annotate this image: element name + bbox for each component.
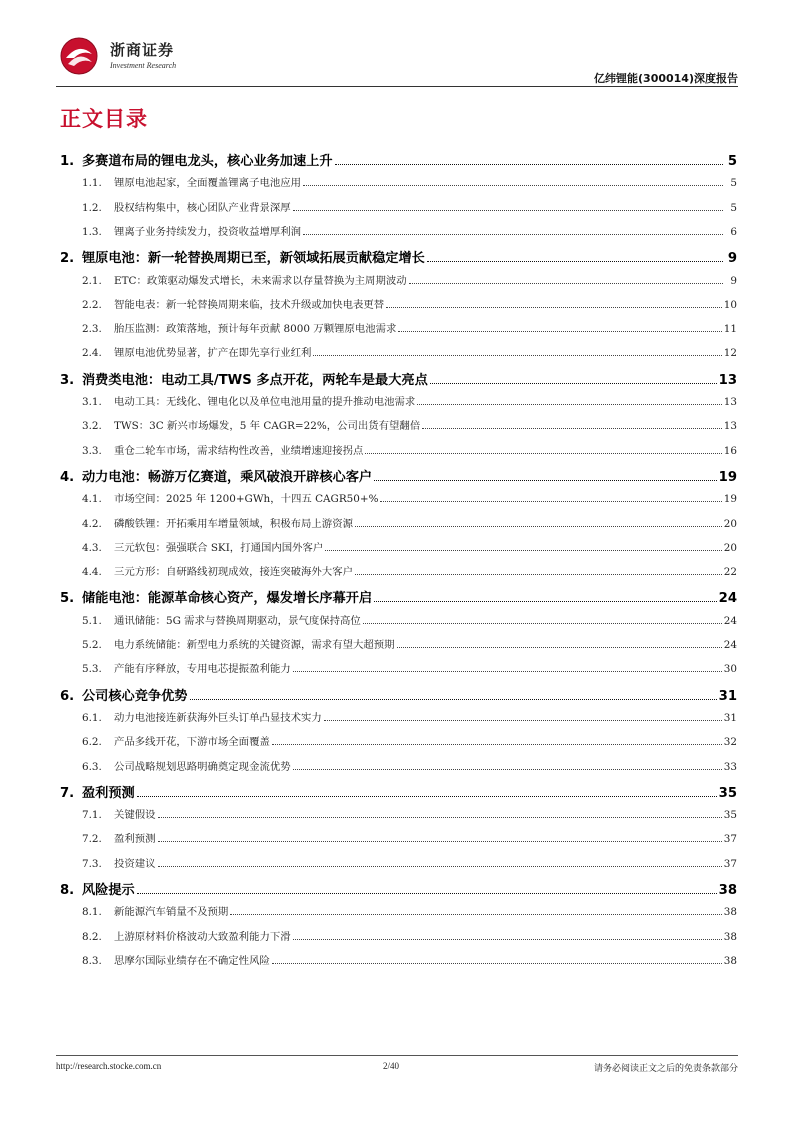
toc-title: 市场空间：2025 年 1200+GWh，十四五 CAGR50+%	[114, 493, 379, 506]
toc-subsection[interactable]	[60, 442, 737, 457]
toc-page-number: 22	[723, 566, 737, 579]
toc-leader-dots	[386, 307, 722, 308]
toc-leader-dots	[293, 210, 723, 211]
page-header	[56, 36, 738, 86]
toc-title: 关键假设	[114, 809, 156, 822]
toc-number: 4.	[60, 469, 75, 485]
toc-number: 4.4.	[82, 566, 102, 579]
toc-title: 产品多线开花，下游市场全面覆盖	[114, 736, 270, 749]
toc-title: 胎压监测：政策落地，预计每年贡献 8000 万颗锂原电池需求	[114, 323, 397, 336]
toc-leader-dots	[365, 453, 721, 454]
company-name-en: Investment Research	[110, 61, 177, 70]
toc-number: 4.3.	[82, 541, 102, 554]
toc-section[interactable]	[60, 685, 737, 704]
toc-page-number: 9	[727, 251, 737, 267]
toc-number: 8.	[60, 883, 75, 898]
toc-title: 股权结构集中，核心团队产业背景深厚	[114, 201, 291, 214]
header-divider	[56, 86, 738, 87]
toc-page-number: 31	[718, 688, 737, 704]
toc-title: 投资建议	[114, 857, 156, 870]
toc-title: 盈利预测	[114, 833, 156, 846]
toc-number: 3.3.	[82, 444, 102, 457]
toc-title: 磷酸铁锂：开拓乘用车增量领域，积极布局上游资源	[114, 517, 353, 530]
toc-subsection[interactable]	[60, 199, 737, 214]
toc-page-number: 37	[723, 833, 737, 846]
toc-title: 动力电池：畅游万亿赛道，乘风破浪开辟核心客户	[82, 469, 373, 485]
toc-number: 6.	[60, 688, 75, 704]
toc-leader-dots	[190, 699, 717, 700]
toc-section[interactable]	[60, 782, 737, 801]
toc-number: 8.3.	[82, 954, 102, 967]
toc-leader-dots	[272, 963, 722, 964]
toc-leader-dots	[324, 720, 722, 721]
toc-title: 产能有序释放，专用电芯提振盈利能力	[114, 663, 291, 676]
toc-page-number: 19	[723, 493, 737, 506]
toc-title: 储能电池：能源革命核心资产，爆发增长序幕开启	[82, 591, 373, 607]
toc-leader-dots	[417, 404, 721, 405]
toc-section[interactable]	[60, 247, 737, 266]
toc-number: 2.	[60, 251, 75, 267]
toc-number: 7.2.	[82, 833, 102, 846]
toc-leader-dots	[158, 817, 722, 818]
footer-divider	[56, 1055, 738, 1056]
toc-leader-dots	[398, 331, 721, 332]
toc-number: 8.1.	[82, 906, 102, 919]
toc-number: 7.	[60, 785, 75, 801]
toc-number: 1.3.	[82, 225, 102, 238]
toc-leader-dots	[355, 526, 722, 527]
toc-page-number: 13	[723, 420, 737, 433]
toc-number: 3.1.	[82, 396, 102, 408]
toc-subsection[interactable]	[60, 830, 737, 845]
toc-number: 2.1.	[82, 274, 102, 287]
toc-number: 7.3.	[82, 857, 102, 870]
toc-subsection[interactable]	[60, 758, 737, 773]
toc-page-number: 13	[723, 396, 737, 408]
toc-page-number: 33	[723, 760, 737, 773]
toc-title: 智能电表：新一轮替换周期来临，技术升级或加快电表更替	[114, 298, 385, 311]
toc-page-number: 24	[723, 614, 737, 627]
toc-number: 1.	[60, 154, 75, 169]
toc-subsection[interactable]	[60, 539, 737, 554]
toc-section[interactable]	[60, 587, 737, 606]
toc-subsection[interactable]	[60, 223, 737, 238]
toc-number: 3.2.	[82, 420, 102, 433]
toc-subsection[interactable]	[60, 709, 737, 724]
toc-title: 通讯储能：5G 需求与替换周期驱动，景气度保持高位	[114, 614, 361, 627]
toc-title: 思摩尔国际业绩存在不确定性风险	[114, 954, 270, 967]
toc-leader-dots	[427, 261, 723, 262]
toc-title: 上游原材料价格波动大致盈利能力下滑	[114, 930, 291, 943]
toc-title: 电力系统储能：新型电力系统的关键资源，需求有望大超预期	[114, 639, 395, 651]
toc-leader-dots	[422, 428, 722, 429]
toc-leader-dots	[303, 234, 723, 235]
toc-page-number: 31	[723, 711, 737, 724]
toc-leader-dots	[303, 185, 723, 186]
company-name-cn: 浙商证券	[110, 41, 175, 59]
toc-subsection[interactable]	[60, 174, 737, 189]
toc-section[interactable]	[60, 466, 737, 485]
toc-page-number: 24	[718, 591, 737, 607]
toc-page-number: 11	[723, 323, 737, 336]
toc-subsection[interactable]	[60, 806, 737, 821]
toc-subsection[interactable]	[60, 952, 737, 967]
toc-page-number: 20	[723, 541, 737, 554]
toc-leader-dots	[293, 769, 722, 770]
toc-leader-dots	[355, 574, 722, 575]
toc-leader-dots	[313, 355, 721, 356]
toc-subsection[interactable]	[60, 344, 737, 359]
toc-page-number: 5	[727, 154, 737, 169]
toc-title: 风险提示	[82, 883, 135, 898]
toc-number: 2.2.	[82, 298, 102, 311]
toc-number: 2.3.	[82, 323, 102, 336]
toc-page-number: 30	[723, 663, 737, 676]
toc-leader-dots	[430, 383, 717, 384]
toc-leader-dots	[158, 841, 722, 842]
toc-subsection[interactable]	[60, 636, 737, 651]
toc-number: 5.	[60, 591, 75, 607]
toc-subsection[interactable]	[60, 515, 737, 530]
toc-page-number: 13	[718, 372, 737, 388]
toc-title: TWS：3C 新兴市场爆发，5 年 CAGR=22%，公司出货有望翻倍	[114, 420, 421, 433]
toc-number: 6.2.	[82, 736, 102, 749]
toc-subsection[interactable]	[60, 417, 737, 432]
footer-url[interactable]: http://research.stocke.com.cn	[56, 1061, 162, 1071]
toc-section[interactable]	[60, 369, 737, 388]
toc-page-number: 38	[723, 906, 737, 919]
toc-title: 锂原电池起家，全面覆盖锂离子电池应用	[114, 177, 302, 190]
toc-title: ETC：政策驱动爆发式增长，未来需求以存量替换为主周期波动	[114, 274, 407, 287]
toc-title: 锂原电池：新一轮替换周期已至，新领域拓展贡献稳定增长	[82, 251, 425, 267]
toc-page-number: 35	[723, 809, 737, 822]
toc-leader-dots	[374, 480, 717, 481]
toc-leader-dots	[230, 914, 721, 915]
toc-page-number: 37	[723, 857, 737, 870]
toc-number: 4.2.	[82, 517, 102, 530]
toc-subsection[interactable]	[60, 660, 737, 675]
toc-number: 3.	[60, 372, 75, 388]
toc-title: 动力电池接连新获海外巨头订单凸显技术实力	[114, 711, 322, 724]
toc-page-number: 35	[718, 785, 737, 801]
toc-title: 新能源汽车销量不及预期	[114, 906, 229, 919]
zheshang-logo-icon	[56, 36, 102, 76]
toc-leader-dots	[325, 550, 721, 551]
toc-subsection[interactable]	[60, 393, 737, 408]
toc-page-number: 38	[723, 930, 737, 943]
toc-page-number: 6	[730, 225, 737, 238]
footer-disclaimer: 请务必阅读正文之后的免责条款部分	[593, 1064, 738, 1074]
toc-leader-dots	[137, 796, 717, 797]
toc-title: 多赛道布局的锂电龙头，核心业务加速上升	[82, 154, 333, 169]
page-title: 正文目录	[60, 107, 148, 131]
toc-leader-dots	[158, 866, 722, 867]
toc-subsection[interactable]	[60, 733, 737, 748]
toc-number: 7.1.	[82, 809, 102, 822]
toc-page-number: 20	[723, 517, 737, 530]
toc-subsection[interactable]	[60, 490, 737, 505]
toc-leader-dots	[380, 501, 721, 502]
toc-page-number: 38	[718, 883, 737, 898]
toc-number: 5.2.	[82, 639, 102, 651]
page-number: 2/40	[383, 1061, 400, 1071]
toc-number: 6.3.	[82, 760, 102, 773]
toc-page-number: 5	[730, 201, 737, 214]
report-title: 亿纬锂能(300014)深度报告	[594, 72, 738, 85]
toc-title: 盈利预测	[82, 785, 135, 801]
toc-title: 公司核心竞争优势	[82, 688, 188, 704]
toc-page-number: 9	[730, 274, 737, 287]
toc-number: 8.2.	[82, 930, 102, 943]
toc-title: 消费类电池：电动工具/TWS 多点开花，两轮车是最大亮点	[82, 372, 428, 388]
toc-leader-dots	[137, 893, 717, 894]
toc-leader-dots	[397, 647, 722, 648]
toc-number: 6.1.	[82, 711, 102, 724]
toc-section[interactable]	[60, 879, 737, 898]
toc-title: 公司战略规划思路明确奠定现金流优势	[114, 760, 291, 773]
toc-page-number: 10	[723, 298, 737, 311]
toc-subsection[interactable]	[60, 563, 737, 578]
toc-page-number: 38	[723, 954, 737, 967]
toc-subsection[interactable]	[60, 928, 737, 943]
toc-title: 三元软包：强强联合 SKI，打通国内国外客户	[114, 541, 324, 554]
toc-number: 1.2.	[82, 201, 102, 214]
toc-subsection[interactable]	[60, 272, 737, 287]
toc-page-number: 16	[723, 444, 737, 457]
toc-section[interactable]	[60, 150, 737, 169]
toc-leader-dots	[335, 164, 723, 165]
toc-leader-dots	[293, 671, 722, 672]
toc-subsection[interactable]	[60, 612, 737, 627]
toc-page-number: 19	[718, 469, 737, 485]
toc-leader-dots	[363, 623, 722, 624]
toc-number: 5.1.	[82, 614, 102, 627]
toc-number: 4.1.	[82, 493, 102, 506]
toc-leader-dots	[409, 283, 723, 284]
toc-title: 电动工具：无线化、锂电化以及单位电池用量的提升推动电池需求	[114, 396, 416, 408]
toc-page-number: 5	[730, 177, 737, 190]
toc-number: 2.4.	[82, 347, 102, 360]
toc-page-number: 12	[723, 347, 737, 360]
toc-number: 1.1.	[82, 177, 102, 190]
toc-leader-dots	[374, 601, 717, 602]
toc-subsection[interactable]	[60, 903, 737, 918]
toc-leader-dots	[272, 744, 722, 745]
toc-subsection[interactable]	[60, 296, 737, 311]
toc-number: 5.3.	[82, 663, 102, 676]
toc-subsection[interactable]	[60, 320, 737, 335]
toc-leader-dots	[293, 939, 722, 940]
toc-page-number: 24	[723, 639, 737, 651]
toc-title: 锂原电池优势显著，扩产在即先享行业红利	[114, 347, 312, 360]
toc-title: 锂离子业务持续发力，投资收益增厚利润	[114, 225, 302, 238]
toc-subsection[interactable]	[60, 855, 737, 870]
toc-title: 三元方形：自研路线初现成效，接连突破海外大客户	[114, 566, 353, 579]
toc-page-number: 32	[723, 736, 737, 749]
toc-title: 重仓二轮车市场，需求结构性改善，业绩增速迎接拐点	[114, 444, 364, 457]
